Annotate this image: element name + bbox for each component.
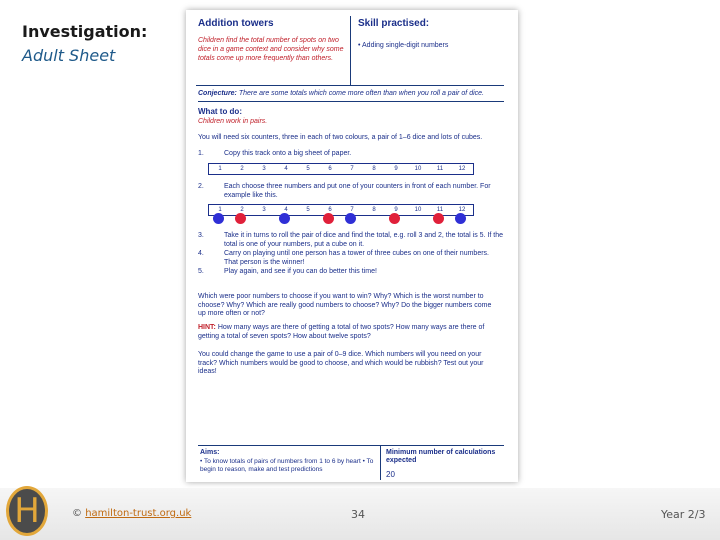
counter-row (208, 213, 474, 225)
conjecture (198, 90, 504, 102)
track-cell: 9 (394, 207, 398, 213)
track-cell: 6 (328, 166, 332, 172)
step-number: 1. (198, 150, 204, 157)
conjecture-label: Conjecture: (198, 90, 237, 97)
step-number: 2. (198, 183, 204, 190)
track-cell: 10 (414, 207, 422, 213)
children-work: Children work in pairs. (198, 118, 268, 125)
reflection-questions: Which were poor numbers to choose if you want to win? Why? Which is the worst number to choose? Why? Which are really good numbers to choose? Why? Do the bigger numbers come up more often or not? (198, 293, 492, 317)
track-cell: 12 (458, 207, 466, 213)
hint (198, 324, 498, 341)
activity-title: Addition towers (198, 18, 274, 29)
aims-items: • To know totals of pairs of numbers from 1 to 6 by heart • To begin to reason, make and test predictions (200, 458, 374, 473)
track-cell: 9 (394, 166, 398, 172)
track-cell: 8 (372, 166, 376, 172)
copyright-link[interactable]: hamilton-trust.org.uk (85, 508, 192, 519)
adult-sheet (186, 10, 518, 482)
track-cell: 2 (240, 207, 244, 213)
aims-box (198, 445, 504, 479)
hamilton-logo-icon (6, 486, 48, 536)
number-track-1 (208, 163, 474, 175)
counter-red (323, 213, 334, 224)
extension-text: You could change the game to use a pair of 0–9 dice. Which numbers will you need on your track? Which numbers would be good to choose, and which would be rubbish? Test out your ideas! (198, 351, 484, 375)
logo-letter: H (14, 491, 40, 531)
hint-text: How many ways are there of getting a total of two spots? How many ways are there of getting a total of seven spots? How about twelve spots? (198, 324, 485, 340)
slide-title (22, 20, 147, 68)
year-label: Year 2/3 (661, 508, 706, 521)
track-cell: 7 (350, 166, 354, 172)
track-cell: 12 (458, 166, 466, 172)
min-calculations-value: 20 (386, 470, 395, 479)
counter-red (235, 213, 246, 224)
step-number: 4. (198, 250, 204, 257)
track-cell: 5 (306, 166, 310, 172)
track-cell: 6 (328, 207, 332, 213)
skill-title: Skill practised: (358, 18, 430, 29)
track-cell: 3 (262, 207, 266, 213)
track-cell: 3 (262, 166, 266, 172)
track-cell: 11 (436, 166, 444, 172)
step-number: 5. (198, 268, 204, 275)
aims-title: Aims: (200, 449, 220, 456)
step-number: 3. (198, 232, 204, 239)
hint-label: HINT: (198, 324, 216, 331)
min-calculations-title: Minimum number of calculations expected (386, 449, 496, 464)
you-will-need: You will need six counters, three in each of two colours, a pair of 1–6 dice and lots of cubes. (198, 134, 483, 141)
step-text: Play again, and see if you can do better this time! (224, 268, 377, 275)
track-cell: 8 (372, 207, 376, 213)
counter-red (433, 213, 444, 224)
copyright-symbol: © (72, 508, 82, 519)
page-number: 34 (351, 508, 365, 521)
track-cell: 1 (218, 166, 222, 172)
what-to-do-heading: What to do: (198, 107, 242, 116)
track-cell: 1 (218, 207, 222, 213)
track-cell: 4 (284, 166, 288, 172)
conjecture-text: There are some totals which come more often than when you roll a pair of dice. (238, 90, 484, 97)
track-cell: 2 (240, 166, 244, 172)
skill-item: • Adding single-digit numbers (358, 42, 449, 49)
slide-title-line1: Investigation: (22, 22, 148, 41)
counter-red (389, 213, 400, 224)
activity-description: Children find the total number of spots on two dice in a game context and consider why some totals come up more frequently than others. (198, 37, 344, 62)
counter-blue (455, 213, 466, 224)
step-text: Each choose three numbers and put one of your counters in front of each number. For example like this. (224, 183, 491, 199)
counter-blue (345, 213, 356, 224)
track-cell: 11 (436, 207, 444, 213)
track-cell: 7 (350, 207, 354, 213)
counter-blue (279, 213, 290, 224)
header-divider (350, 16, 351, 86)
sheet-header (196, 16, 504, 86)
counter-blue (213, 213, 224, 224)
aims-divider (380, 446, 381, 480)
track-cell: 4 (284, 207, 288, 213)
copyright (72, 508, 191, 519)
step-text: Carry on playing until one person has a tower of three cubes on one of their numbers. That person is the winner! (224, 250, 489, 266)
step-text: Copy this track onto a big sheet of paper. (224, 150, 352, 157)
track-cell: 10 (414, 166, 422, 172)
track-cell: 5 (306, 207, 310, 213)
step-text: Take it in turns to roll the pair of dice and find the total, e.g. roll 3 and 2, the total is 5. If the total is one of your numbers, put a cube on it. (224, 232, 503, 248)
slide-title-line2: Adult Sheet (22, 46, 116, 65)
